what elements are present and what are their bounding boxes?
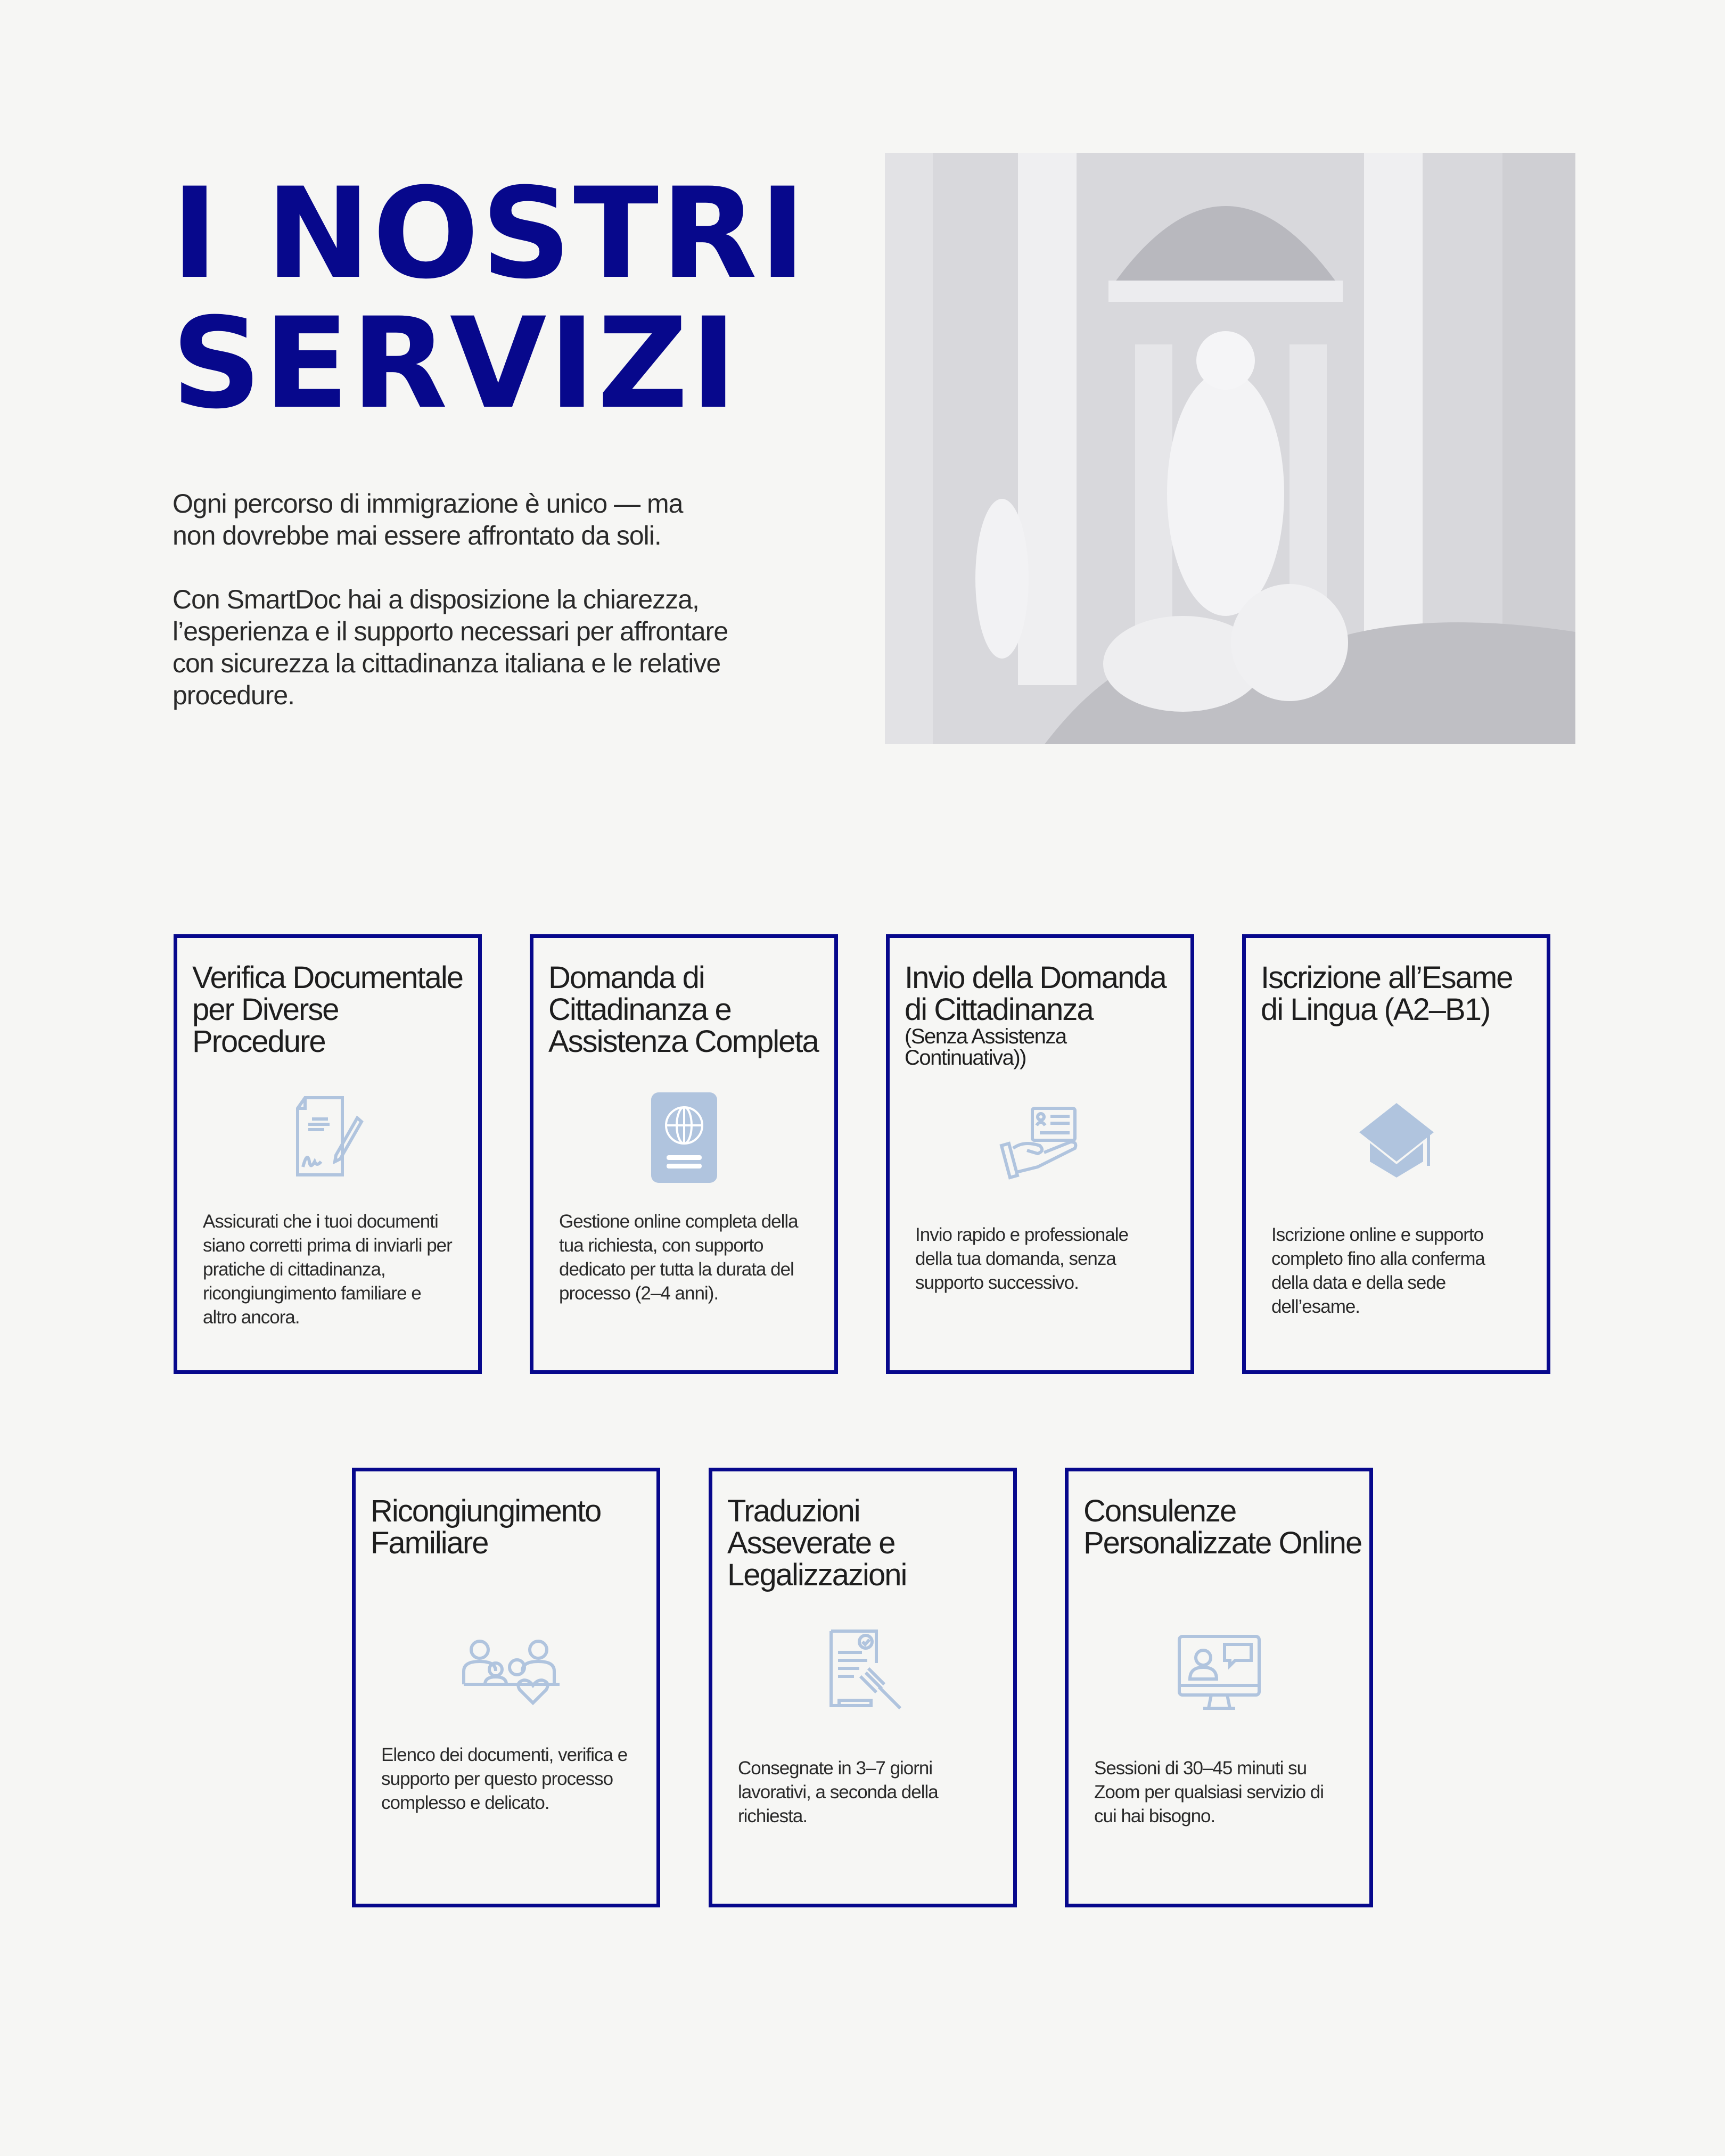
- service-card-family-reunification[interactable]: [352, 1468, 660, 1907]
- service-description: Invio rapido e professionale della tua domanda, senza supporto successivo.: [915, 1224, 1129, 1293]
- service-title: Consulenze Personalizzate Online: [1083, 1494, 1362, 1560]
- document-gavel-icon: [818, 1626, 908, 1716]
- service-title: Domanda di Cittadinanza e Assistenza Completa: [548, 960, 818, 1059]
- service-title: Ricongiungimento Familiare: [371, 1494, 601, 1560]
- service-card-online-consultations[interactable]: [1065, 1468, 1373, 1907]
- service-card-translations[interactable]: [709, 1468, 1017, 1907]
- document-signature-icon: [283, 1092, 373, 1183]
- service-subtitle: (Senza Assistenza Continuativa)): [905, 1025, 1066, 1069]
- service-description: Gestione online completa della tua richiesta, con supporto dedicato per tutta la durata del processo (2–4 anni).: [559, 1211, 798, 1304]
- service-title-text: Invio della Domanda di Cittadinanza: [905, 960, 1166, 1027]
- video-consultation-icon: [1174, 1626, 1264, 1716]
- hand-id-card-icon: [995, 1092, 1086, 1183]
- service-card-language-exam[interactable]: [1242, 934, 1550, 1374]
- service-card-document-check[interactable]: [174, 934, 482, 1374]
- service-description: Elenco dei documenti, verifica e supporto per questo processo complesso e delicato.: [381, 1744, 628, 1813]
- passport-icon: [639, 1092, 729, 1183]
- service-description: Iscrizione online e supporto completo fino alla conferma della data e della sede dell’esame.: [1271, 1224, 1485, 1317]
- service-title: Traduzioni Asseverate e Legalizzazioni: [727, 1494, 907, 1592]
- page-title-line2: SERVIZI: [171, 291, 739, 437]
- service-title: Iscrizione all’Esame di Lingua (A2–B1): [1261, 960, 1513, 1027]
- service-description: Sessioni di 30–45 minuti su Zoom per qualsiasi servizio di cui hai bisogno.: [1094, 1758, 1324, 1826]
- intro-text: [172, 488, 769, 743]
- intro-paragraph-2: Con SmartDoc hai a disposizione la chiarezza, l’esperienza e il supporto necessari per affrontare con sicurezza la cittadinanza italiana e le relative procedure.: [172, 585, 728, 710]
- service-card-citizenship-full[interactable]: [530, 934, 838, 1374]
- trevi-fountain-photo: [885, 153, 1575, 744]
- intro-paragraph-1: Ogni percorso di immigrazione è unico — ma non dovrebbe mai essere affrontato da soli.: [172, 489, 683, 550]
- graduation-cap-icon: [1351, 1092, 1442, 1183]
- service-card-citizenship-submission[interactable]: [886, 934, 1194, 1374]
- service-title: Verifica Documentale per Diverse Procedure: [192, 960, 463, 1059]
- family-icon: [461, 1626, 552, 1716]
- service-description: Consegnate in 3–7 giorni lavorativi, a seconda della richiesta.: [738, 1758, 938, 1826]
- service-description: Assicurati che i tuoi documenti siano corretti prima di inviarli per pratiche di cittadinanza, ricongiungimento familiare e altro ancora.: [203, 1211, 452, 1328]
- page-title-line1: I NOSTRI: [171, 161, 808, 307]
- service-title: [905, 962, 1185, 1068]
